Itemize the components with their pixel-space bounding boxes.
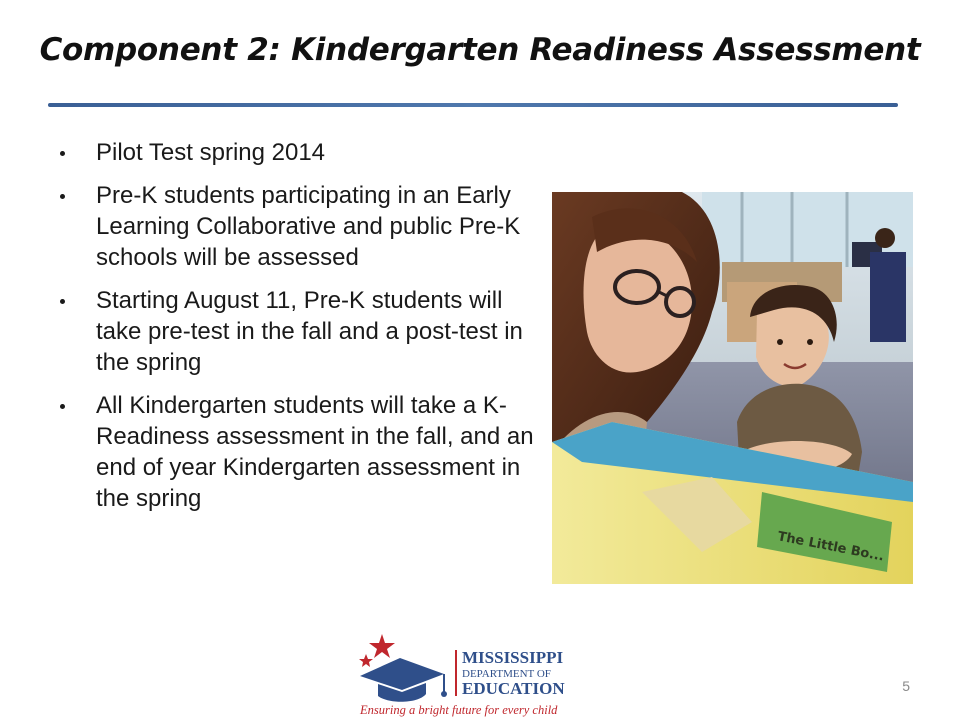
bullet-text: Pre-K students participating in an Early Learning Collaborative and public Pre-K schools will be assessed (96, 182, 521, 271)
bullet-list (58, 137, 538, 526)
book-title: The Little Bo... (776, 529, 886, 565)
bullet-dot-icon (60, 404, 65, 409)
logo-tagline: Ensuring a bright future for every child (360, 703, 558, 717)
photo-illustration (552, 192, 913, 584)
mde-logo (358, 632, 598, 718)
bullet-item (58, 137, 538, 168)
bullet-dot-icon (60, 299, 65, 304)
logo-line1: MISSISSIPPI (462, 648, 564, 667)
bullet-text: Pilot Test spring 2014 (96, 139, 326, 166)
slide-title: Component 2: Kindergarten Readiness Assessment (39, 32, 921, 68)
graduation-cap-icon (360, 658, 444, 690)
title-underline (48, 103, 898, 107)
page-number: 5 (902, 678, 910, 694)
bullet-dot-icon (60, 151, 65, 156)
logo-line3: EDUCATION (462, 679, 565, 698)
bullet-text: Starting August 11, Pre-K students will take pre-test in the fall and a post-test in the spring (96, 287, 523, 376)
bullet-item (58, 390, 538, 514)
bullet-text: All Kindergarten students will take a K-Readiness assessment in the fall, and an end of year Kindergarten assessment in the spring (96, 392, 534, 512)
logo-line2: DEPARTMENT OF (462, 668, 551, 680)
bullet-item (58, 180, 538, 273)
bullet-item (58, 285, 538, 378)
classroom-photo (552, 192, 913, 584)
star-icon (369, 634, 395, 658)
bullet-dot-icon (60, 194, 65, 199)
